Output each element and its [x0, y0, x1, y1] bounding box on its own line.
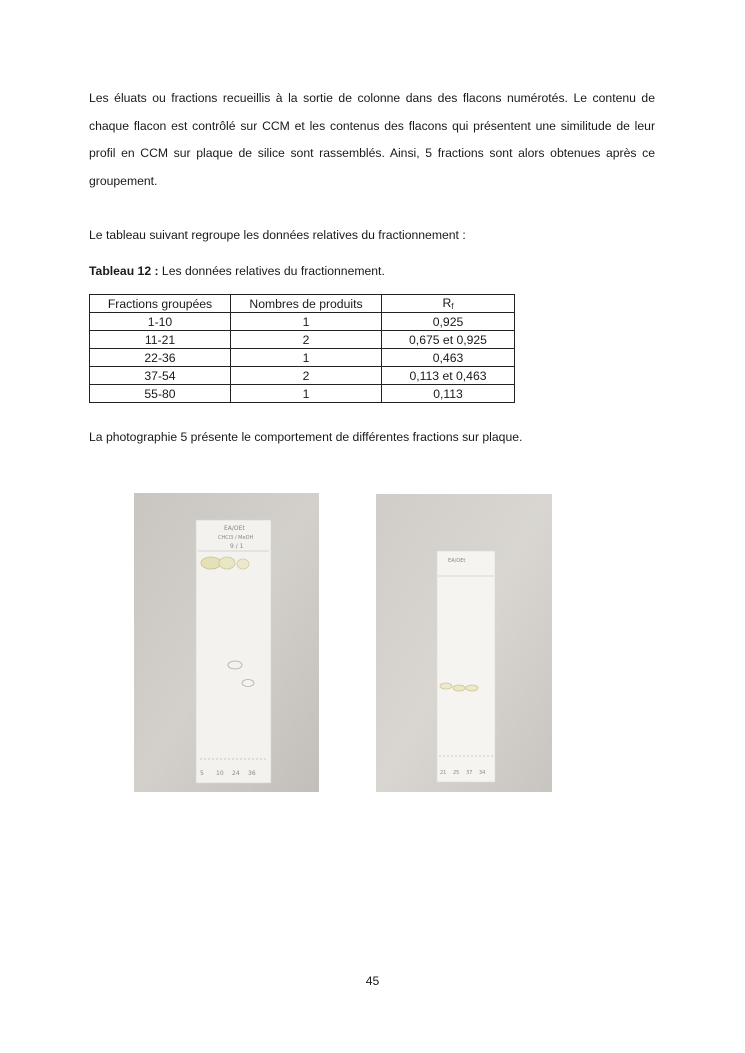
plate-label: EA/OEt	[224, 525, 245, 532]
cell-count: 1	[231, 385, 382, 403]
cell-count: 2	[231, 367, 382, 385]
header-products: Nombres de produits	[231, 295, 382, 313]
spot	[440, 683, 452, 689]
cell-rf: 0,113	[382, 385, 515, 403]
lane-label: 21	[440, 770, 447, 776]
cell-fractions: 22-36	[90, 349, 231, 367]
cell-count: 2	[231, 331, 382, 349]
lane-label: 36	[248, 770, 256, 777]
fraction-table	[89, 294, 515, 403]
lane-label: 10	[216, 770, 224, 777]
spot	[201, 557, 221, 569]
plate-label: EA/OEt	[448, 558, 466, 564]
spot	[466, 685, 478, 691]
cell-fractions: 1-10	[90, 313, 231, 331]
cell-count: 1	[231, 349, 382, 367]
cell-rf: 0,675 et 0,925	[382, 331, 515, 349]
lane-label: 5	[200, 770, 204, 777]
table-caption-text: Les données relatives du fractionnement.	[158, 264, 385, 278]
lane-label: 25	[453, 770, 460, 776]
table-header-row	[90, 295, 515, 313]
cell-fractions: 11-21	[90, 331, 231, 349]
tlc-photo-left	[134, 493, 319, 792]
cell-rf: 0,463	[382, 349, 515, 367]
lane-label: 24	[232, 770, 240, 777]
cell-rf: 0,925	[382, 313, 515, 331]
table-row	[90, 349, 515, 367]
spot	[219, 557, 235, 569]
table-row	[90, 367, 515, 385]
table-row	[90, 331, 515, 349]
spot	[237, 559, 249, 569]
lane-label: 37	[466, 770, 473, 776]
table-intro-text: Le tableau suivant regroupe les données relatives du fractionnement :	[89, 228, 466, 242]
page-number: 45	[365, 974, 380, 988]
table-caption	[89, 264, 385, 278]
header-rf	[382, 295, 515, 313]
tlc-plate	[437, 551, 495, 782]
header-fractions: Fractions groupées	[90, 295, 231, 313]
cell-rf: 0,113 et 0,463	[382, 367, 515, 385]
cell-fractions: 37-54	[90, 367, 231, 385]
cell-count: 1	[231, 313, 382, 331]
cell-fractions: 55-80	[90, 385, 231, 403]
intro-paragraph: Les éluats ou fractions recueillis à la sortie de colonne dans des flacons numérotés. Le contenu de chaque flacon est contrôlé sur CCM et les contenus des flacons qui présentent une similitude de leur profil en CCM sur plaque de silice sont rassemblés. Ainsi, 5 fractions sont alors obtenues après ce groupement.	[89, 91, 655, 188]
photo-intro-text: La photographie 5 présente le comportement de différentes fractions sur plaque.	[89, 430, 523, 444]
table-row	[90, 385, 515, 403]
lane-label: 34	[479, 770, 486, 776]
plate-solvent-label: CHCl3 / MeOH	[218, 535, 254, 541]
tlc-photo-right	[376, 494, 552, 792]
table-caption-label: Tableau 12 :	[89, 264, 159, 278]
plate-ratio-label: 9 / 1	[230, 543, 244, 550]
spot	[453, 685, 465, 691]
header-rf-sub: f	[451, 302, 454, 311]
table-row	[90, 313, 515, 331]
header-rf-main: R	[442, 296, 452, 310]
